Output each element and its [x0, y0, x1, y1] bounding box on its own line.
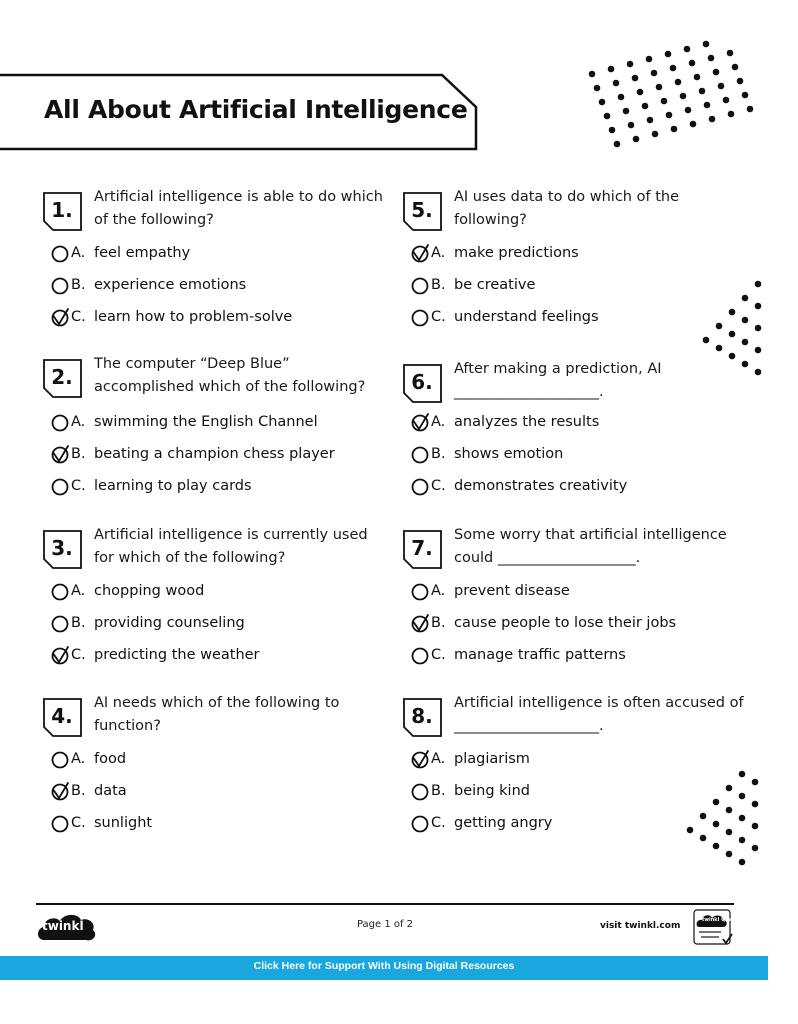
dot	[684, 46, 691, 53]
question-number: 4.	[51, 704, 73, 728]
option-letter: B.	[431, 277, 446, 293]
option-text: plagiarism	[454, 751, 530, 767]
dot	[755, 325, 762, 332]
dot	[739, 859, 746, 866]
question-text: Some worry that artificial intelligence could ___________________.	[454, 527, 727, 566]
dot	[613, 80, 620, 87]
dot	[671, 126, 678, 133]
option-text: beating a champion chess player	[94, 446, 335, 462]
answer-option-c[interactable]	[411, 306, 731, 328]
radio-icon[interactable]	[51, 614, 69, 632]
page-title: All About Artificial Intelligence	[44, 95, 468, 124]
dot	[599, 99, 606, 106]
radio-icon[interactable]	[411, 646, 429, 664]
question-text: The computer “Deep Blue” accomplished which of the following?	[94, 356, 366, 395]
answer-option-b[interactable]	[51, 274, 371, 296]
dot	[690, 121, 697, 128]
option-text: food	[94, 751, 127, 767]
dot	[729, 331, 736, 338]
dot	[627, 61, 634, 68]
dot	[661, 98, 668, 105]
answer-option-c[interactable]	[411, 644, 731, 666]
option-letter: B.	[431, 783, 446, 799]
checked-radio-icon[interactable]	[51, 782, 69, 800]
option-text: providing counseling	[94, 615, 245, 631]
answer-option-b[interactable]	[51, 443, 371, 465]
dot	[742, 92, 749, 99]
radio-icon[interactable]	[411, 582, 429, 600]
option-letter: A.	[71, 751, 86, 767]
dot	[670, 65, 677, 72]
answer-option-a[interactable]	[51, 580, 371, 602]
option-letter: C.	[71, 647, 86, 663]
dot	[685, 107, 692, 114]
option-text: manage traffic patterns	[454, 647, 626, 663]
dot	[680, 93, 687, 100]
option-text: understand feelings	[454, 309, 599, 325]
dot	[633, 136, 640, 143]
dot	[699, 88, 706, 95]
dot	[675, 79, 682, 86]
option-letter: C.	[431, 647, 446, 663]
answer-option-a[interactable]	[51, 411, 371, 433]
answer-option-c[interactable]	[411, 812, 731, 834]
dot	[608, 66, 615, 73]
question-number: 1.	[51, 198, 73, 222]
question-number-box	[43, 698, 81, 736]
question-text: Artificial intelligence is often accused of ____________________.	[454, 695, 744, 734]
radio-icon[interactable]	[51, 582, 69, 600]
option-text: experience emotions	[94, 277, 247, 293]
option-text: prevent disease	[454, 583, 570, 599]
question-number-box	[43, 359, 81, 397]
option-text: shows emotion	[454, 446, 564, 462]
dot	[589, 71, 596, 78]
dot	[755, 369, 762, 376]
answer-option-c[interactable]	[51, 644, 371, 666]
dot	[727, 50, 734, 57]
dot	[747, 106, 754, 113]
dot	[623, 108, 630, 115]
radio-icon[interactable]	[51, 413, 69, 431]
dot	[742, 339, 749, 346]
option-text: make predictions	[454, 245, 579, 261]
answer-option-c[interactable]	[51, 812, 371, 834]
option-letter: C.	[431, 309, 446, 325]
dot	[755, 347, 762, 354]
option-letter: A.	[431, 414, 446, 430]
answer-option-b[interactable]	[411, 274, 731, 296]
dot	[704, 102, 711, 109]
dot	[739, 815, 746, 822]
dot	[618, 94, 625, 101]
dot	[665, 51, 672, 58]
footer-divider	[36, 903, 734, 905]
answer-option-a[interactable]	[411, 580, 731, 602]
dot	[739, 793, 746, 800]
dot	[752, 845, 759, 852]
dot	[652, 131, 659, 138]
dot	[739, 771, 746, 778]
option-letter: A.	[71, 245, 86, 261]
dot	[632, 75, 639, 82]
question-number-box	[43, 192, 81, 230]
option-letter: B.	[431, 615, 446, 631]
radio-icon[interactable]	[411, 477, 429, 495]
dot	[689, 60, 696, 67]
option-letter: A.	[71, 414, 86, 430]
dot	[708, 55, 715, 62]
radio-icon[interactable]	[411, 814, 429, 832]
option-text: swimming the English Channel	[94, 414, 318, 430]
checked-radio-icon[interactable]	[411, 244, 429, 262]
dot	[755, 303, 762, 310]
dot	[709, 116, 716, 123]
dot	[752, 823, 759, 830]
radio-icon[interactable]	[51, 477, 69, 495]
question-number: 2.	[51, 365, 73, 389]
option-letter: A.	[431, 583, 446, 599]
option-letter: B.	[431, 446, 446, 462]
dot	[752, 801, 759, 808]
option-letter: B.	[71, 446, 86, 462]
dot	[700, 835, 707, 842]
answer-option-b[interactable]	[411, 612, 731, 634]
dot	[723, 97, 730, 104]
answer-option-a[interactable]	[51, 748, 371, 770]
dot	[713, 843, 720, 850]
dot	[628, 122, 635, 129]
question-number: 7.	[411, 536, 433, 560]
dot	[637, 89, 644, 96]
option-letter: C.	[431, 815, 446, 831]
dot	[609, 127, 616, 134]
option-text: be creative	[454, 277, 536, 293]
checked-radio-icon[interactable]	[51, 646, 69, 664]
dot	[752, 779, 759, 786]
dot	[604, 113, 611, 120]
option-letter: C.	[71, 309, 86, 325]
quality-badge	[693, 909, 798, 947]
option-letter: B.	[71, 277, 86, 293]
dot	[651, 70, 658, 77]
support-banner[interactable]	[0, 956, 768, 980]
dot	[742, 295, 749, 302]
option-text: sunlight	[94, 815, 153, 831]
dot	[726, 851, 733, 858]
option-text: analyzes the results	[454, 414, 600, 430]
option-letter: C.	[71, 815, 86, 831]
answer-option-b[interactable]	[51, 780, 371, 802]
checked-radio-icon[interactable]	[411, 413, 429, 431]
question-text: Artificial intelligence is able to do which of the following?	[94, 189, 383, 228]
question-text: Artificial intelligence is currently used for which of the following?	[94, 527, 368, 566]
question-text: AI needs which of the following to function?	[94, 695, 340, 734]
answer-option-c[interactable]	[411, 475, 731, 497]
answer-option-b[interactable]	[51, 612, 371, 634]
radio-icon[interactable]	[51, 750, 69, 768]
checked-radio-icon[interactable]	[51, 445, 69, 463]
radio-icon[interactable]	[411, 782, 429, 800]
question-number: 3.	[51, 536, 73, 560]
option-letter: B.	[71, 615, 86, 631]
dot	[642, 103, 649, 110]
dot	[703, 337, 710, 344]
option-letter: A.	[431, 751, 446, 767]
question-text: AI uses data to do which of the following?	[454, 189, 679, 228]
option-text: data	[94, 783, 127, 799]
option-text: learning to play cards	[94, 478, 252, 494]
question-number-box	[403, 364, 441, 402]
answer-option-a[interactable]	[411, 411, 731, 433]
logo-text: twinkl	[42, 919, 84, 933]
visit-link[interactable]: visit twinkl.com	[600, 921, 681, 931]
radio-icon[interactable]	[411, 308, 429, 326]
dot	[732, 64, 739, 71]
option-text: feel empathy	[94, 245, 191, 261]
option-text: predicting the weather	[94, 647, 260, 663]
question-number: 6.	[411, 370, 433, 394]
answer-option-c[interactable]	[51, 306, 371, 328]
answer-option-b[interactable]	[411, 443, 731, 465]
dot	[666, 112, 673, 119]
answer-option-c[interactable]	[51, 475, 371, 497]
page-number: Page 1 of 2	[356, 919, 414, 930]
dot	[703, 41, 710, 48]
option-letter: B.	[71, 783, 86, 799]
dot	[646, 56, 653, 63]
question-number: 5.	[411, 198, 433, 222]
dot	[755, 281, 762, 288]
checked-radio-icon[interactable]	[51, 308, 69, 326]
answer-option-a[interactable]	[411, 242, 731, 264]
dot	[713, 69, 720, 76]
dot	[716, 345, 723, 352]
question-number: 8.	[411, 704, 433, 728]
option-letter: C.	[71, 478, 86, 494]
answer-option-b[interactable]	[411, 780, 731, 802]
option-letter: A.	[71, 583, 86, 599]
option-letter: C.	[431, 478, 446, 494]
radio-icon[interactable]	[411, 445, 429, 463]
radio-icon[interactable]	[51, 814, 69, 832]
dot	[737, 78, 744, 85]
question-number-box	[43, 530, 81, 568]
dot	[614, 141, 621, 148]
option-text: chopping wood	[94, 583, 205, 599]
option-text: getting angry	[454, 815, 553, 831]
dot	[647, 117, 654, 124]
radio-icon[interactable]	[51, 276, 69, 294]
option-letter: A.	[431, 245, 446, 261]
dot	[594, 85, 601, 92]
dot	[742, 317, 749, 324]
support-link[interactable]: Click Here for Support With Using Digital Resources	[253, 960, 515, 972]
dot	[739, 837, 746, 844]
option-text: cause people to lose their jobs	[454, 615, 677, 631]
checked-radio-icon[interactable]	[411, 614, 429, 632]
question-number-box	[403, 698, 441, 736]
answer-option-a[interactable]	[51, 242, 371, 264]
option-text: being kind	[454, 783, 530, 799]
checked-radio-icon[interactable]	[411, 750, 429, 768]
dot	[656, 84, 663, 91]
twinkl-logo[interactable]	[36, 910, 96, 944]
dot	[694, 74, 701, 81]
badge-label: twinkl Quality Standard Approved	[702, 917, 798, 923]
question-text: After making a prediction, AI ____________________.	[454, 361, 662, 400]
question-number-box	[403, 192, 441, 230]
option-text: learn how to problem-solve	[94, 309, 293, 325]
option-text: demonstrates creativity	[454, 478, 628, 494]
dot	[718, 83, 725, 90]
answer-option-a[interactable]	[411, 748, 731, 770]
radio-icon[interactable]	[51, 244, 69, 262]
dot	[728, 111, 735, 118]
question-number-box	[403, 530, 441, 568]
radio-icon[interactable]	[411, 276, 429, 294]
